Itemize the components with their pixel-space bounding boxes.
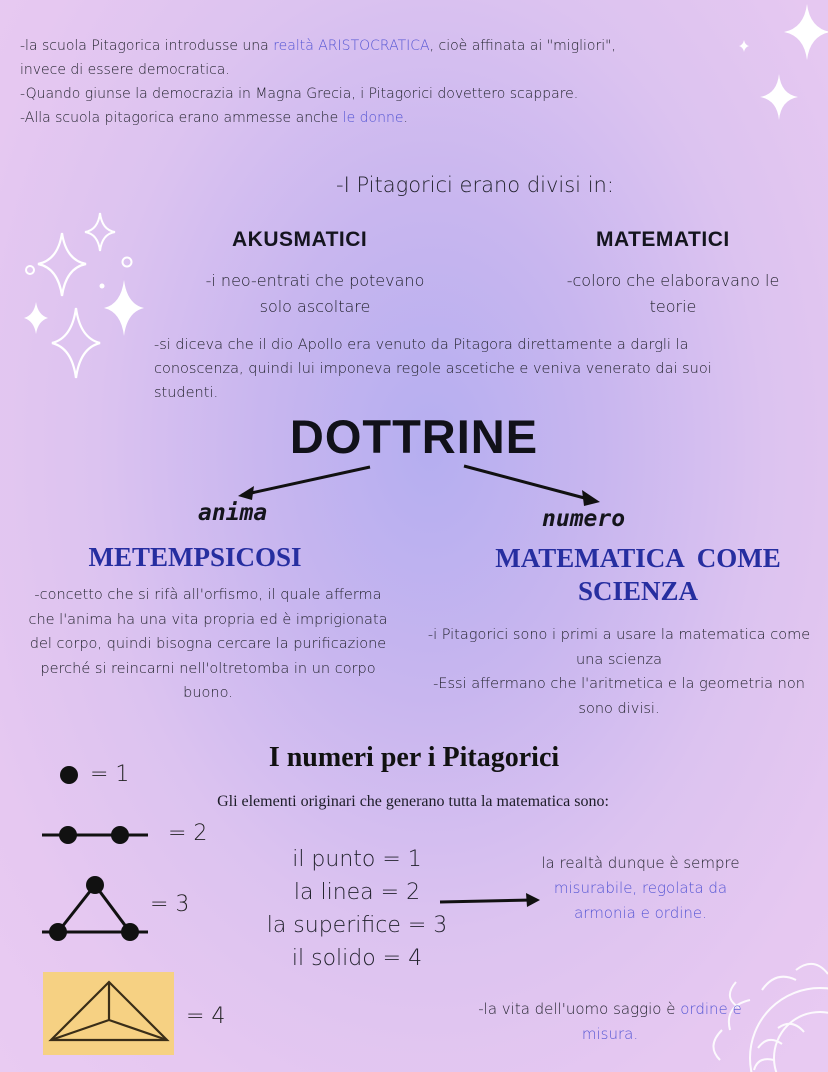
realta-span: la realtà dunque è sempre [541, 854, 740, 872]
intro-text-span: , cioè affinata ai "migliori", [429, 38, 616, 54]
triangle-icon [40, 872, 150, 947]
intro-text [20, 34, 720, 130]
branch-anima: anima [198, 500, 268, 526]
intro-line: -Quando giunse la democrazia in Magna Grecia, i Pitagorici dovettero scappare. [20, 86, 579, 102]
highlight-text: le donne [342, 110, 404, 126]
branch-numero: numero [542, 506, 626, 532]
dottrine-title: DOTTRINE [289, 410, 539, 463]
figure-label-2: = 2 [168, 821, 208, 846]
sparkle-icon [760, 74, 798, 120]
list-item: il solido = 4 [291, 946, 423, 971]
apollo-text: -si diceva che il dio Apollo era venuto da Pitagora direttamente a dargli la conoscenza, quindi lui imponeva regole ascetiche e veniva venerato dai suoi studenti. [154, 337, 712, 401]
numeri-title: I numeri per i Pitagorici [268, 742, 560, 773]
sparkle-icon [739, 40, 749, 52]
figure-label-4: = 4 [186, 1004, 226, 1029]
metempsicosi-text: -concetto che si rifà all'orfismo, il quale afferma che l'anima ha una vita propria ed è imprigionata del corpo, quindi bisogna cercare la purificazione perché si reincarni nell'oltretomba in un corpo buono. [28, 587, 388, 701]
intro-text-span: -la scuola Pitagorica introdusse una [20, 38, 274, 54]
matematica-scienza-text [424, 623, 814, 721]
text-line: -Essi affermano che l'aritmetica e la geometria non sono divisi. [433, 676, 805, 717]
intro-line [20, 34, 720, 58]
line-icon [40, 822, 152, 848]
highlight-text: ordine e misura. [581, 1000, 742, 1043]
group-text-line: -coloro che elaboravano le [566, 271, 780, 290]
highlight-text: realtà ARISTOCRATICA [273, 38, 430, 54]
arrow-right-icon [460, 462, 610, 508]
group-title-matematici: MATEMATICI [596, 228, 730, 251]
title-line: SCIENZA [577, 576, 699, 606]
list-item: il punto = 1 [292, 847, 422, 872]
group-title-akusmatici: AKUSMATICI [232, 228, 368, 251]
intro-text-span: . [403, 110, 408, 126]
matematica-scienza-title [468, 542, 808, 608]
divided-heading: -I Pitagorici erano divisi in: [336, 173, 614, 197]
group-text-line: -i neo-entrati che potevano [205, 271, 425, 290]
point-icon [57, 763, 81, 787]
figure-label-3: = 3 [150, 892, 190, 917]
title-line: MATEMATICA COME [495, 543, 781, 573]
group-text-line: teorie [649, 297, 697, 316]
arrow-left-icon [230, 462, 380, 502]
saggio-span: -la vita dell'uomo saggio è [478, 1000, 681, 1018]
list-item: la linea = 2 [293, 880, 421, 905]
sparkle-icon [784, 4, 828, 60]
elements-list [262, 843, 452, 975]
text-line: -i Pitagorici sono i primi a usare la matematica come una scienza [427, 627, 811, 668]
sparkles-decoration-icon [14, 208, 154, 388]
realta-text [528, 851, 753, 926]
intro-line [20, 106, 720, 130]
saggio-text [470, 997, 750, 1047]
tetrahedron-icon [43, 972, 174, 1055]
intro-line: invece di essere democratica. [20, 62, 230, 78]
list-item: la superifice = 3 [266, 913, 448, 938]
figure-label-1: = 1 [90, 762, 130, 787]
highlight-text: misurabile, regolata da armonia e ordine. [553, 879, 728, 922]
group-text-matematici [548, 268, 798, 320]
metempsicosi-title: METEMPSICOSI [88, 542, 302, 572]
group-text-line: solo ascoltare [259, 297, 371, 316]
generano-text: Gli elementi originari che generano tutta la matematica sono: [217, 793, 609, 810]
intro-text-span: -Alla scuola pitagorica erano ammesse anche [20, 110, 343, 126]
group-text-akusmatici [180, 268, 450, 320]
